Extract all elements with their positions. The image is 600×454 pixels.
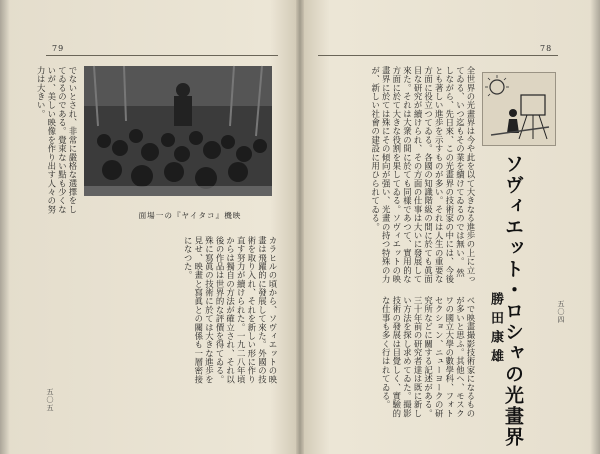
left-header-rule — [46, 55, 278, 56]
right-column-top-text — [326, 66, 476, 284]
article-title: ソヴィエット・ロシャの光畫界 — [502, 154, 524, 448]
title-illustration — [482, 72, 556, 146]
right-edge-shadow — [590, 0, 600, 454]
right-column-lower-text: ベで映畫撮影技術家になるものが多いと思ふ。其他ヘ、モスクワの國立大學の數學科、フォトセクション、ニューヨークの研究所などに關する記述がある。三十年前の研究者達は既に新しい方法を探し求めてゐた。撮影技術の發展は目覺しく、實驗的な仕事も多く行はれてゐる。 — [381, 296, 476, 418]
book-gutter — [296, 0, 304, 454]
right-header-rule — [318, 55, 558, 56]
left-edge-shadow — [0, 0, 10, 454]
left-column-lower-text: カラヒルの頃から、ソヴィエットの映畫は飛躍的に發展して來た。外國の技術を取り入れ、それを新しい形に作り直す努力が續けられた。一九二八年頃からは獨自の方法が確立され、それ以後の作品は世界的な評價を得てゐる。殊に寫眞の技術に於ては大きな進歩を見せ、映畫と寫眞との關係も一層密接になつた。 — [183, 236, 278, 384]
right-intro-text: 全世界の光畫界は今や此を以て大きなる進歩の上に立ってゐる、いつ迄もその業を續けてゐるのでは無い。 — [455, 66, 476, 284]
left-side-page-number: 五〇五 — [46, 388, 54, 412]
crowd-photo — [84, 66, 272, 196]
right-page-folio: 78 — [540, 44, 553, 53]
article-author: 勝田康雄 — [488, 292, 503, 368]
left-page-folio: 79 — [52, 44, 65, 53]
right-body-text: 然しながら、先日來、この光畫界の技術家の中には、今後とも著しい進歩を示すものが多い。それは人生の重要な方面に役立つてゐる。各國の知識階級の間に於ても眞面目な研究が續けられ、その方面の仕事は大いに發展して來た。それは大衆の間に於ても同樣であつて、實用的な方面に於て大きな役割を果してゐる。ソヴィエットの映畫界に於ては殊にその傾向が强い、光畫の持つ特殊の力が、新しい社會の建設に用ひられてゐる。 — [370, 66, 466, 284]
photo-caption: 面場一の『ヤイタコ』機映 — [138, 211, 242, 220]
left-column-top-text: でないとされ、非常に嚴格な選擇をしてゐるのである。覺束ない點も少くないが、美しい映像を作り出す人々の努力は大きい。 — [36, 66, 78, 214]
right-side-page-number: 五〇四 — [557, 300, 565, 324]
